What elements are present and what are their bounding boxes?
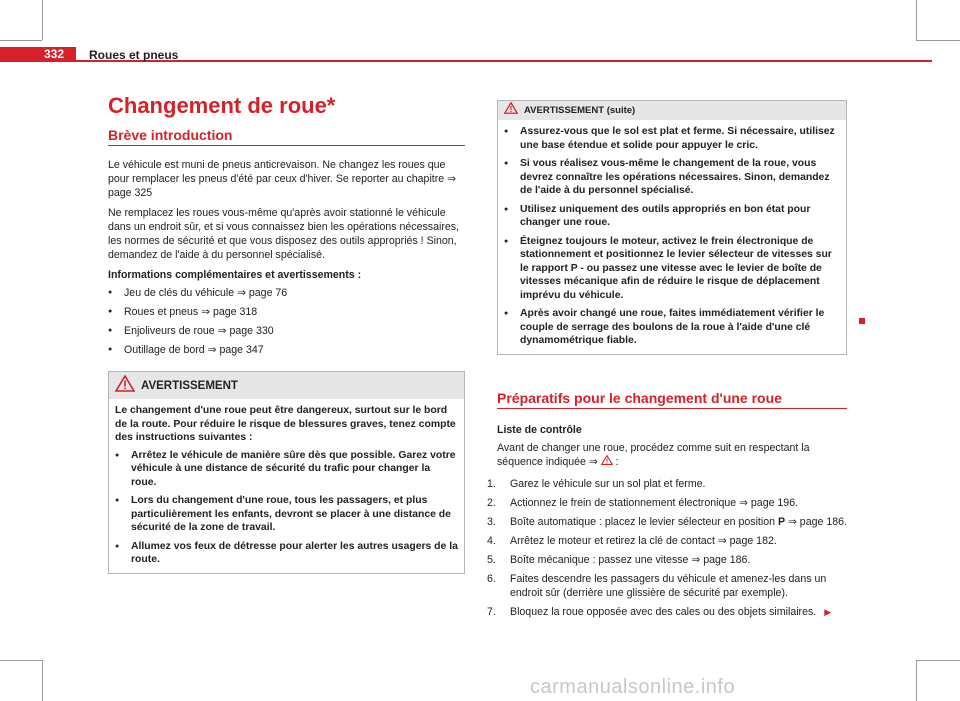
list-item: ● Si vous réalisez vous-même le changement de la roue, vous devrez connaître les opérations nécessaires. Sinon, demandez de l'aide à du personnel spécialisé. [504,157,840,198]
list-item: 2. Actionnez le frein de stationnement électronique ⇒ page 196. [487,496,799,509]
list-item: ● Allumez vos feux de détresse pour alerter les autres usagers de la route. [115,540,458,567]
warning-triangle-icon [601,456,613,468]
header-rule [76,60,932,62]
crop-mark [916,40,960,41]
crop-mark [42,660,43,701]
continue-arrow-icon: ▶ [824,606,832,617]
list-item: 7. Bloquez la roue opposée avec des cales ou des objets similaires. ▶ [487,605,832,618]
list-item: ● Éteignez toujours le moteur, activez le frein électronique de stationnement et positionnez le levier sélecteur de vitesses sur le rapport P - ou passez une vitesse avec le levier de boîte de vitesses mécanique afin de réduire le risque de déplacement imprévu du véhicule. [504,235,840,303]
warning-title: AVERTISSEMENT [141,379,238,392]
list-item: 1. Garez le véhicule sur un sol plat et ferme. [487,477,706,490]
list-item: ● Utilisez uniquement des outils appropriés en bon état pour changer une roue. [504,203,840,230]
warning-title: AVERTISSEMENT (suite) [524,104,636,116]
section-heading-preparation: Préparatifs pour le changement d'une roue [497,391,847,409]
page-number: 332 [0,47,76,62]
warning-intro: Le changement d'une roue peut être dangereux, surtout sur le bord de la route. Pour réduire le risque de blessures graves, tenez compte des instructions suivantes : [115,405,456,443]
list-item: ● Lors du changement d'une roue, tous les passagers, et plus particulièrement les enfants, devront se placer à une distance de sécurité de la zone de travail. [115,494,458,535]
list-item: ● Roues et pneus ⇒ page 318 [108,305,465,319]
list-item: ● Enjoliveurs de roue ⇒ page 330 [108,324,465,338]
warning-box-continued [497,100,847,355]
warning-triangle-icon [504,102,518,119]
warning-header [498,101,846,120]
left-column [108,92,465,574]
warning-triangle-icon [115,375,135,396]
watermark: carmanualsonline.info [530,676,736,698]
warning-body [109,399,464,573]
intro-paragraph: Le véhicule est muni de pneus anticrevaison. Ne changez les roues que pour remplacer les pneus d'été par ceux d'hiver. Se reporter au chapitre ⇒ page 325 [108,159,456,199]
list-item: ● Assurez-vous que le sol est plat et ferme. Si nécessaire, utilisez une base étendue et solide pour appuyer le cric. [504,125,840,152]
crop-mark [0,660,42,661]
list-item: 4. Arrêtez le moteur et retirez la clé de contact ⇒ page 182. [487,534,777,547]
list-item: ● Après avoir changé une roue, faites immédiatement vérifier le couple de serrage des boulons de la roue à l'aide d'une clé dynamométrique fiable. [504,307,840,348]
info-heading: Informations complémentaires et avertissements : [108,269,362,281]
crop-mark [916,660,960,661]
end-of-section-marker [855,314,865,328]
section-heading-intro: Brève introduction [108,128,465,146]
list-item: ● Outillage de bord ⇒ page 347 [108,343,465,357]
crop-mark [42,0,43,40]
crop-mark [916,660,917,701]
list-item: ● Jeu de clés du véhicule ⇒ page 76 [108,286,465,300]
warning-body [498,120,846,354]
warning-box [108,371,465,574]
right-column [487,100,847,624]
crop-mark [0,40,42,41]
warning-list [504,125,840,348]
checklist-heading: Liste de contrôle [497,423,582,436]
warning-list [115,449,458,567]
list-item: 6. Faites descendre les passagers du véhicule et amenez-les dans un endroit sûr (derrière une glissière de sécurité par exemple). [487,572,827,599]
list-item: 5. Boîte mécanique : passez une vitesse ⇒ page 186. [487,553,751,566]
crop-mark [916,0,917,40]
warning-header [109,372,464,399]
running-title: Roues et pneus [89,48,179,62]
list-item: 3. Boîte automatique : placez le levier sélecteur en position P ⇒ page 186. [487,515,847,528]
checklist-steps [487,477,847,619]
page-title: Changement de roue* [108,93,336,118]
intro-paragraph: Ne remplacez les roues vous-même qu'après avoir stationné le véhicule dans un endroit sûr, et si vous connaissez bien les opérations nécessaires, les normes de sécurité et que vous disposez des outils appropriés ! Sinon, demandez de l'aide à du personnel spécialisé. [108,207,459,261]
list-item: ● Arrêtez le véhicule de manière sûre dès que possible. Garez votre véhicule à une distance de sécurité du trafic pour changer la roue. [115,449,458,490]
checklist-intro: Avant de changer une roue, procédez comme suit en respectant la séquence indiquée ⇒ : [497,441,810,468]
info-list [108,286,465,357]
